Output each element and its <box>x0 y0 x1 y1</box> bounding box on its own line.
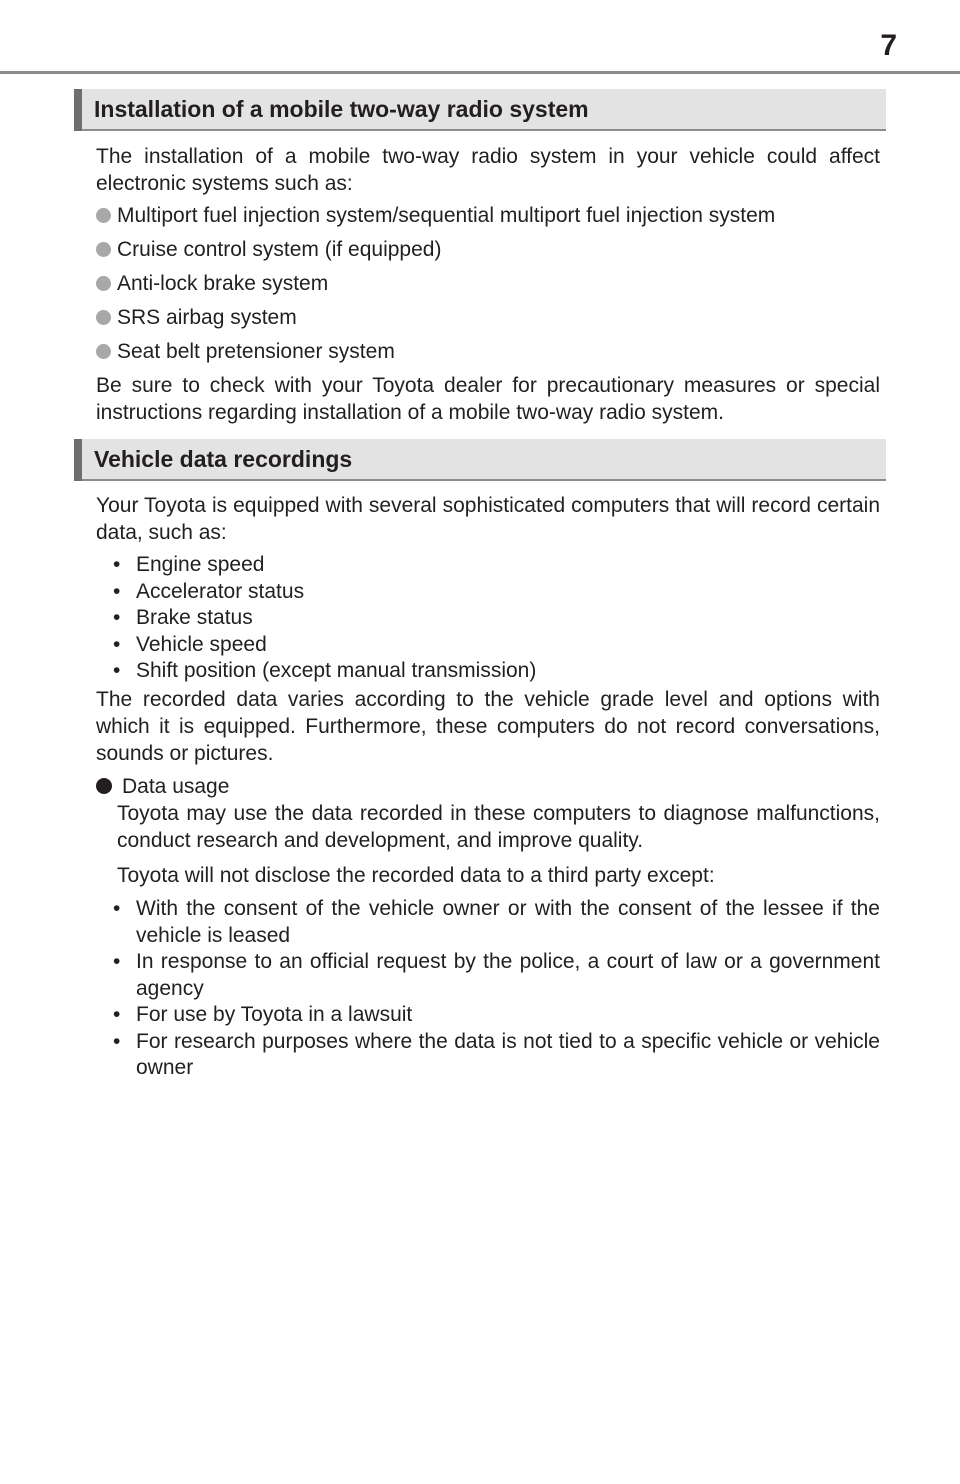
section-title-radio: Installation of a mobile two-way radio system <box>94 96 589 122</box>
radio-intro-paragraph: The installation of a mobile two-way radio system in your vehicle could affect electronic systems such as: <box>96 145 880 195</box>
recorded-data-list <box>113 552 813 685</box>
radio-list-item: Anti-lock brake system <box>96 270 328 297</box>
radio-closing-paragraph: Be sure to check with your Toyota dealer for precautionary measures or special instructions regarding installation of a mobile two-way radio system. <box>96 374 880 424</box>
list-item: • For use by Toyota in a lawsuit <box>113 1002 880 1029</box>
data-intro-paragraph: Your Toyota is equipped with several sophisticated computers that will record certain data, such as: <box>96 494 880 544</box>
section-header-data <box>74 439 886 481</box>
radio-list-item: Multiport fuel injection system/sequential multiport fuel injection system <box>96 202 775 229</box>
list-item: • Shift position (except manual transmission) <box>113 658 813 685</box>
section-header-radio <box>74 89 886 131</box>
list-item: • In response to an official request by the police, a court of law or a government agency <box>113 949 880 1002</box>
bullet-circle-icon <box>96 310 111 325</box>
radio-list-item: SRS airbag system <box>96 304 297 331</box>
header-accent-bar <box>74 439 82 481</box>
radio-list-item: Cruise control system (if equipped) <box>96 236 441 263</box>
header-divider <box>0 71 960 74</box>
list-item: • Engine speed <box>113 552 813 579</box>
section-title-data: Vehicle data recordings <box>94 446 353 472</box>
bullet-circle-icon <box>96 344 111 359</box>
list-item: • Vehicle speed <box>113 632 813 659</box>
bullet-circle-icon <box>96 208 111 223</box>
bullet-circle-icon <box>96 242 111 257</box>
disclosure-paragraph: Toyota will not disclose the recorded data to a third party except: <box>117 864 715 887</box>
disclosure-exceptions-list <box>113 896 880 1082</box>
radio-list-item: Seat belt pretensioner system <box>96 338 395 365</box>
recorded-data-note: The recorded data varies according to the vehicle grade level and options with which it is equipped. Furthermore, these computers do not record conversations, sounds or pictures. <box>96 688 880 765</box>
bullet-circle-icon <box>96 276 111 291</box>
list-item: • For research purposes where the data is not tied to a specific vehicle or vehicle owner <box>113 1029 880 1082</box>
list-item: • With the consent of the vehicle owner or with the consent of the lessee if the vehicle is leased <box>113 896 880 949</box>
list-item: • Brake status <box>113 605 813 632</box>
header-accent-bar <box>74 89 82 131</box>
page-number: 7 <box>880 29 897 62</box>
data-usage-heading: Data usage <box>96 773 229 800</box>
bullet-circle-icon <box>96 778 112 794</box>
data-usage-paragraph: Toyota may use the data recorded in these computers to diagnose malfunctions, conduct research and development, and improve quality. <box>117 802 880 852</box>
list-item: • Accelerator status <box>113 579 813 606</box>
